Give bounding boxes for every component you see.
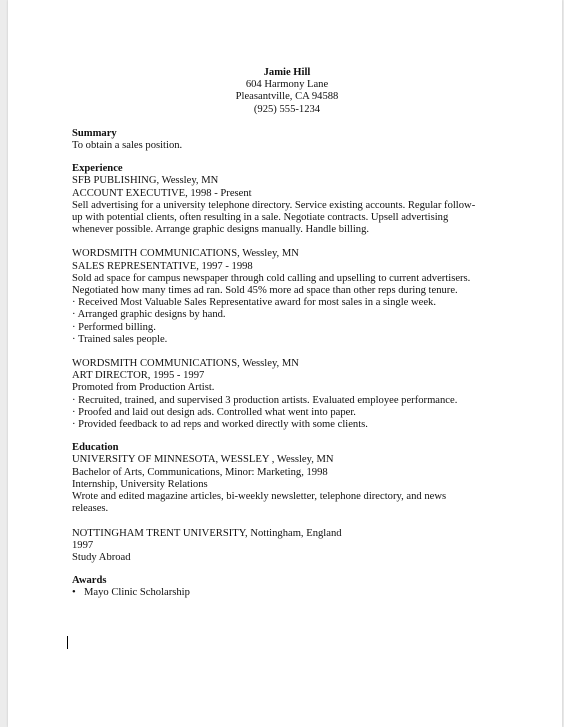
job-bullet-item: · Proofed and laid out design ads. Controlled what went into paper.: [72, 406, 356, 418]
job-description-line: whenever possible. Arrange graphic designs manually. Handle billing.: [72, 224, 370, 236]
job-entry: [72, 248, 502, 346]
job-entry: [72, 358, 502, 431]
job-description-line: Promoted from Production Artist.: [72, 382, 215, 394]
education-heading: Education: [72, 442, 119, 454]
school-detail-line: 1997: [72, 539, 94, 551]
phone-line: (925) 555-1234: [253, 103, 321, 115]
summary-section: [72, 128, 502, 152]
school-detail-line: Wrote and edited magazine articles, bi-weekly newsletter, telephone directory, and news: [72, 491, 447, 503]
school-entry: [72, 528, 502, 565]
job-description-line: Sell advertising for a university telephone directory. Service existing accounts. Regular follow-: [72, 199, 476, 211]
experience-section: [72, 163, 502, 431]
job-company: SFB PUBLISHING, Wessley, MN: [72, 175, 219, 187]
job-bullet-item: · Provided feedback to ad reps and worked directly with some clients.: [72, 419, 368, 431]
job-role: SALES REPRESENTATIVE, 1997 - 1998: [72, 260, 253, 272]
school-detail-line: Bachelor of Arts, Communications, Minor: Marketing, 1998: [72, 466, 328, 478]
summary-heading: Summary: [72, 127, 117, 139]
job-description-line: up with potential clients, often resulting in a sale. Negotiate contracts. Upsell advertising: [72, 212, 449, 224]
job-company: WORDSMITH COMMUNICATIONS, Wessley, MN: [72, 358, 299, 370]
bullet-icon: •: [72, 587, 76, 599]
job-bullet-item: · Received Most Valuable Sales Representative award for most sales in a single week.: [72, 297, 437, 309]
school-name: NOTTINGHAM TRENT UNIVERSITY, Nottingham, England: [72, 527, 342, 539]
job-bullet-item: · Recruited, trained, and supervised 3 production artists. Evaluated employee performance.: [72, 394, 458, 406]
resume-header: [72, 67, 502, 116]
city-line: Pleasantville, CA 94588: [235, 91, 339, 103]
document-page: [8, 0, 562, 727]
school-entry: [72, 454, 502, 515]
applicant-name: Jamie Hill: [263, 67, 311, 78]
award-text: Mayo Clinic Scholarship: [84, 587, 190, 599]
job-description-line: Negotiated how many times ad ran. Sold 45% more ad space than other reps during tenure.: [72, 285, 458, 297]
summary-text: To obtain a sales position.: [72, 140, 183, 152]
school-detail-line: Internship, University Relations: [72, 478, 208, 490]
job-description-line: Sold ad space for campus newspaper through cold calling and upselling to current advertisers.: [72, 272, 471, 284]
awards-heading: Awards: [72, 575, 107, 587]
school-name: UNIVERSITY OF MINNESOTA, WESSLEY , Wessley, MN: [72, 454, 334, 466]
school-detail-line: Study Abroad: [72, 551, 131, 563]
resume-content: [72, 67, 502, 611]
job-role: ART DIRECTOR, 1995 - 1997: [72, 370, 205, 382]
job-bullet-item: · Performed billing.: [72, 321, 156, 333]
address-line: 604 Harmony Lane: [245, 79, 329, 91]
job-role: ACCOUNT EXECUTIVE, 1998 - Present: [72, 187, 252, 199]
text-cursor: [67, 636, 68, 649]
award-list-item: [72, 587, 502, 599]
job-company: WORDSMITH COMMUNICATIONS, Wessley, MN: [72, 248, 299, 260]
job-bullet-item: · Trained sales people.: [72, 333, 168, 345]
job-bullet-item: · Arranged graphic designs by hand.: [72, 309, 226, 321]
awards-section: [72, 575, 502, 599]
school-detail-line: releases.: [72, 503, 109, 515]
education-section: [72, 442, 502, 564]
experience-heading: Experience: [72, 163, 123, 175]
job-entry: [72, 175, 502, 236]
